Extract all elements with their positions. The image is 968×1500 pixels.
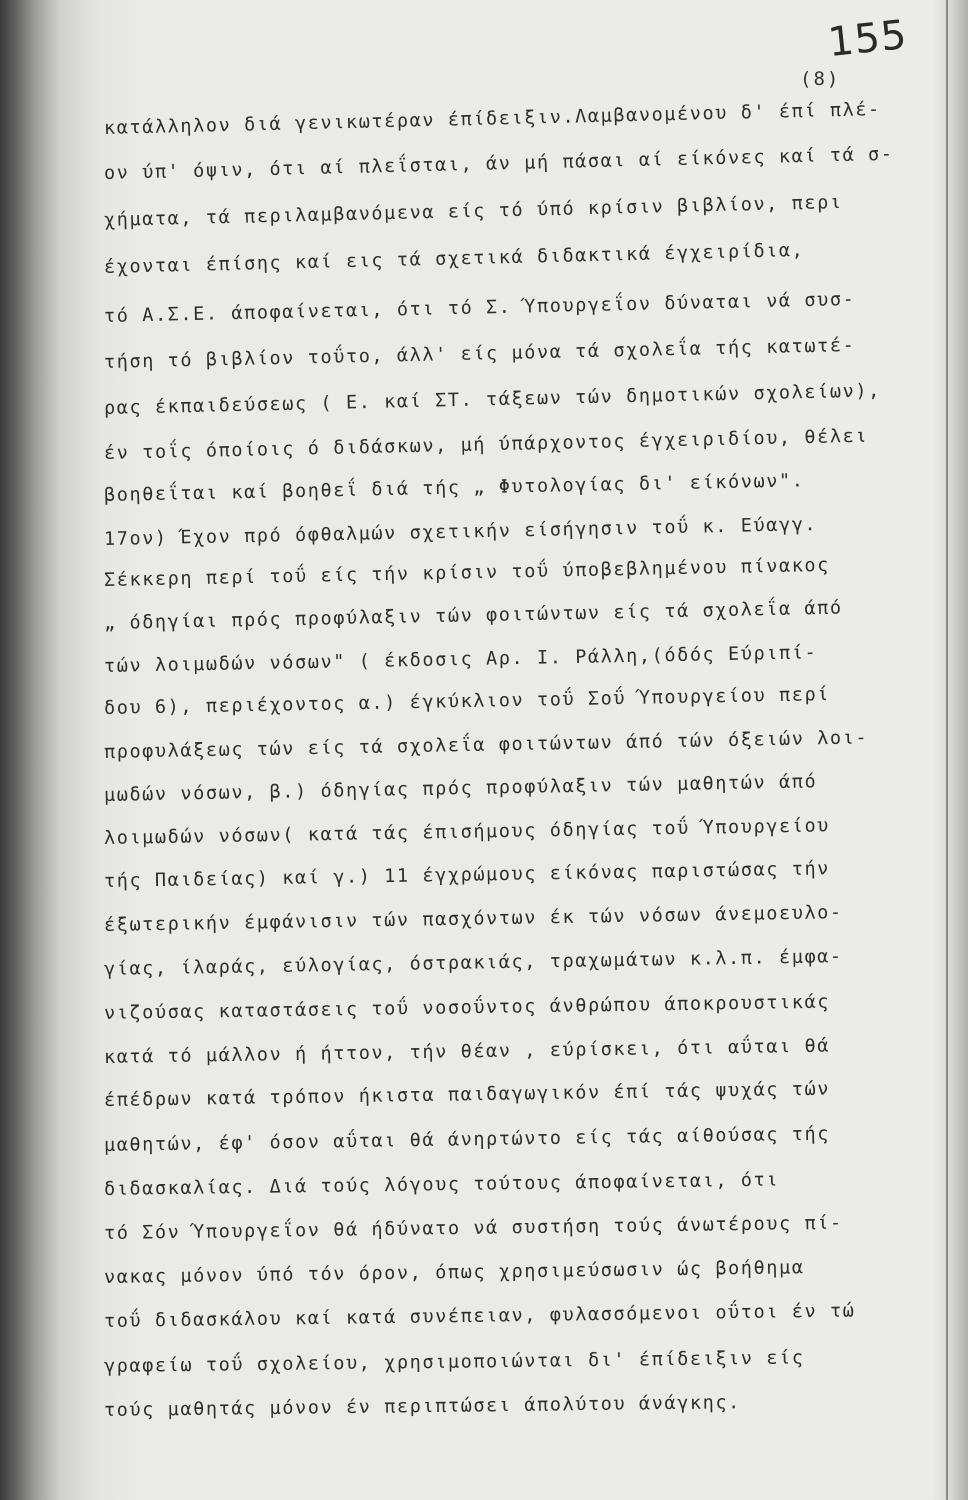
text-line-22: κατά τό μάλλον ή ήττον, τήν θέαν , εύρίσκει, ότι αΰται θά <box>103 1035 831 1068</box>
text-line-27: νακας μόνον ύπό τόν όρον, όπως χρησιμεύσωσιν ώς βοήθημα <box>103 1257 805 1288</box>
text-line-14: δου 6), περιέχοντος α.) έγκύκλιον τοΰ Σοΰ Ύπουργείου περί <box>103 684 831 719</box>
text-line-1: κατάλληλον διά γενικωτέραν έπίδειξιν.Λαμβανομένου δ' έπί πλέ- <box>103 99 882 139</box>
text-line-21: νιζούσας καταστάσεις τοΰ νοσοΰντος άνθρώπου άποκρουστικάς <box>103 991 831 1024</box>
margin-rule <box>946 0 948 1500</box>
text-line-24: μαθητών, έφ' όσον αΰται θά άνηρτώντο είς τάς αίθούσας τής <box>103 1123 831 1156</box>
text-line-3: χήματα, τά περιλαμβανόμενα είς τό ύπό κρίσιν βιβλίον, περι <box>103 191 843 231</box>
text-line-15: προφυλάξεως τών είς τά σχολεΐα φοιτώντων άπό τών όξειών λοι- <box>103 727 869 763</box>
text-line-18: τής Παιδείας) καί γ.) 11 έγχρώμους είκόνας παριστώσας τήν <box>103 858 831 892</box>
handwritten-folio-number: 155 <box>825 11 910 67</box>
page-number: (8) <box>800 68 841 90</box>
text-line-19: έξωτερικήν έμφάνισιν τών πασχόντων έκ τών νόσων άνεμοευλο- <box>103 902 843 936</box>
text-line-30: τούς μαθητάς μόνον έν περιπτώσει άπολύτου άνάγκης. <box>103 1392 741 1421</box>
text-line-7: ρας έκπαιδεύσεως ( Ε. καί ΣΤ. τάξεων τών δημοτικών σχολείων), <box>103 380 882 419</box>
text-line-16: μωδών νόσων, β.) όδηγίας πρός προφύλαξιν τών μαθητών άπό <box>103 771 818 806</box>
text-line-6: τήση τό βιβλίον τοΰτο, άλλ' είς μόνα τά σχολεΐα τής κατωτέ- <box>103 334 856 373</box>
text-line-20: γίας, ίλαράς, εύλογίας, όστρακιάς, τραχωμάτων κ.λ.π. έμφα- <box>103 946 843 980</box>
text-line-28: τοΰ διδασκάλου καί κατά συνέπειαν, φυλασσόμενοι οΰτοι έν τώ <box>103 1300 856 1332</box>
text-line-23: έπέδρων κατά τρόπον ήκιστα παιδαγωγικόν έπί τάς ψυχάς τών <box>103 1078 831 1111</box>
text-line-25: διδασκαλίας. Διά τούς λόγους τούτους άποφαίνεται, ότι <box>103 1169 780 1200</box>
text-line-10: 17ον) Έχον πρό όφθαλμών σχετικήν είσήγησιν τοΰ κ. Εύαγγ. <box>103 514 818 550</box>
text-line-9: βοηθεΐται καί βοηθεΐ διά τής „ Φυτολογίας δι' είκόνων". <box>103 470 805 506</box>
text-line-5: τό Α.Σ.Ε. άποφαίνεται, ότι τό Σ. Ύπουργεΐον δύναται νά συσ- <box>103 288 856 327</box>
text-line-29: γραφείω τοΰ σχολείου, χρησιμοποιώνται δι' έπίδειξιν είς <box>103 1347 805 1377</box>
text-line-12: „ όδηγίαι πρός προφύλαξιν τών φοιτώντων είς τά σχολεΐα άπό <box>103 597 843 634</box>
text-line-8: έν τοΐς όποίοις ό διδάσκων, μή ύπάρχοντος έγχειριδίου, θέλει <box>103 425 869 464</box>
text-line-4: έχονται έπίσης καί εις τά σχετικά διδακτικά έγχειρίδια, <box>103 239 805 278</box>
text-line-26: τό Σόν Ύπουργεΐον θά ήδύνατο νά συστήση τούς άνωτέρους πί- <box>103 1212 843 1244</box>
text-line-13: τών λοιμωδών νόσων" ( έκδοσις Αρ. Ι. Ράλλη,(όδός Εύριπί- <box>103 642 818 677</box>
text-line-11: Σέκκερη περί τοΰ είς τήν κρίσιν τοΰ ύποβεβλημένου πίνακος <box>103 554 831 591</box>
text-line-2: ον ύπ' όψιν, ότι αί πλεΐσται, άν μή πάσαι αί είκόνες καί τά σ- <box>103 143 894 184</box>
text-line-17: λοιμωδών νόσων( κατά τάς έπισήμους όδηγίας τοΰ Ύπουργείου <box>103 815 831 849</box>
page-edge-shadow <box>932 0 968 1500</box>
